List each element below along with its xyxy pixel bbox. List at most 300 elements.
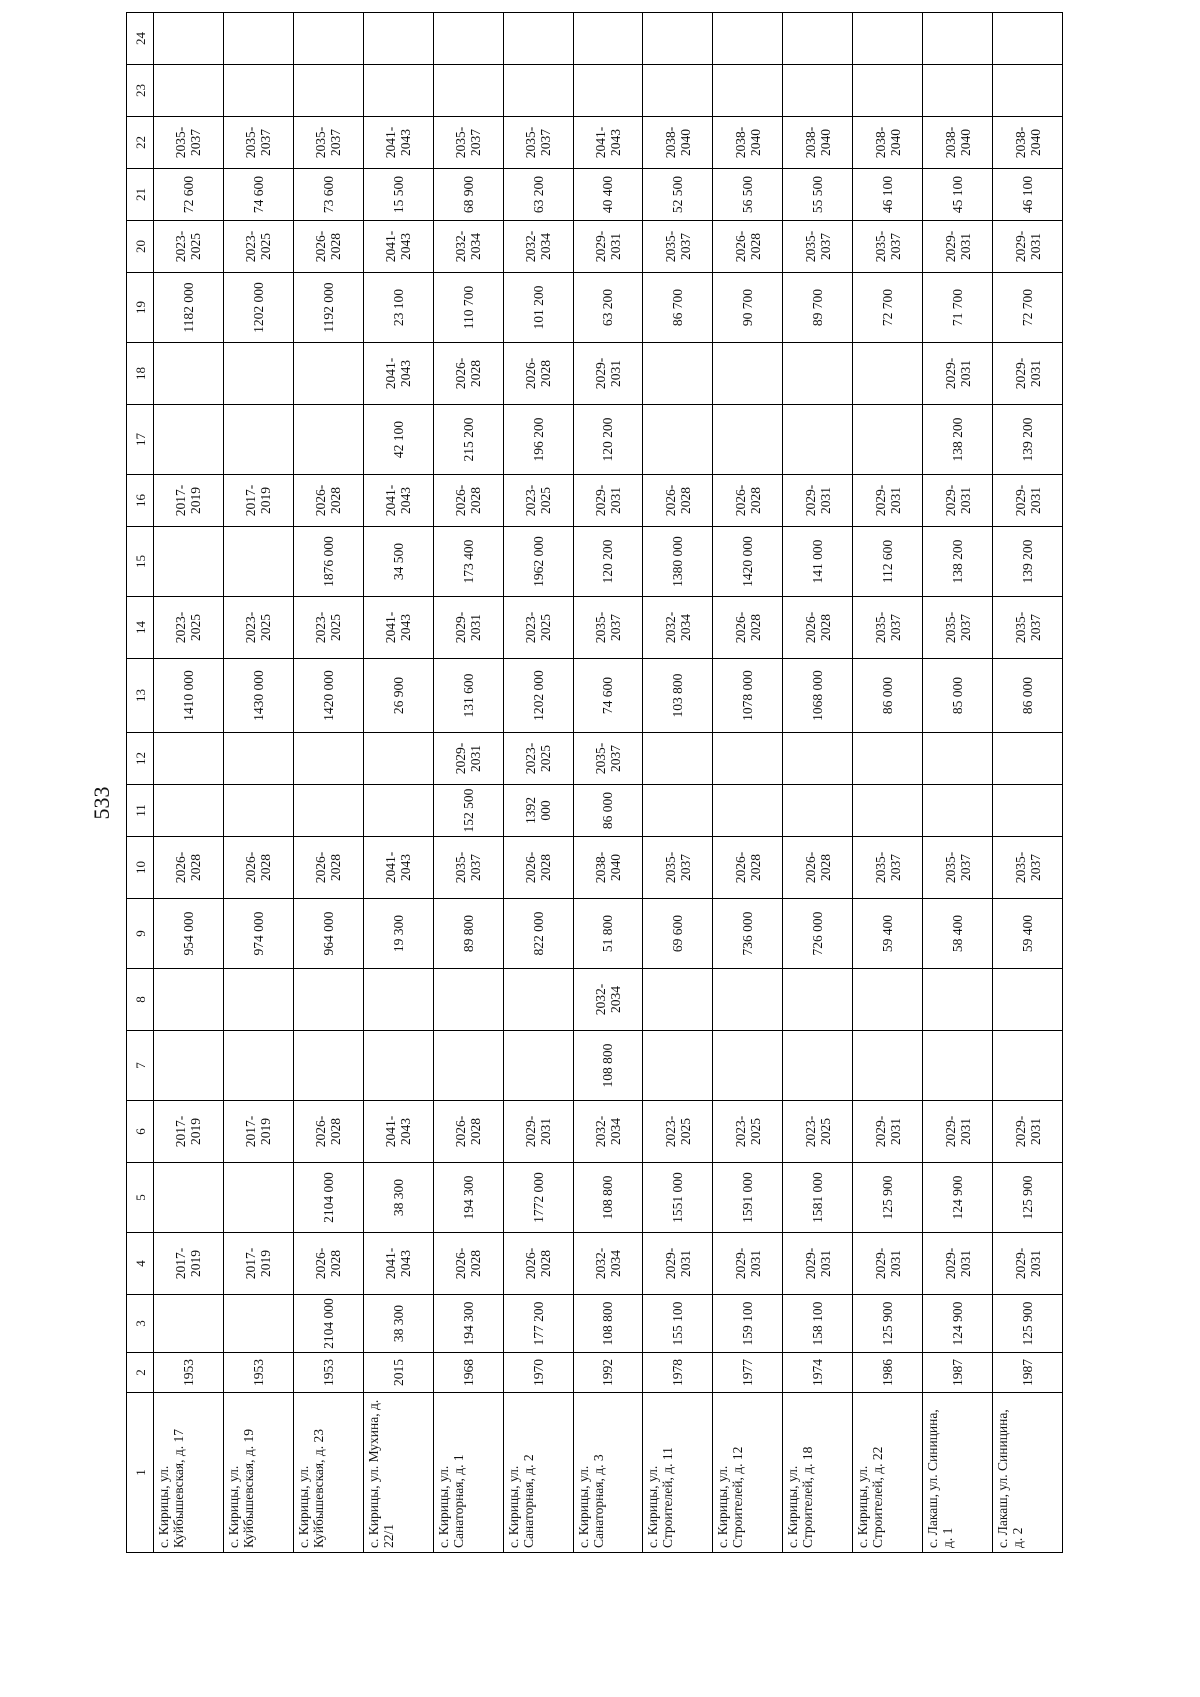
- table-cell: 2038-2040: [853, 117, 923, 169]
- table-cell: 1202 000: [223, 273, 293, 343]
- table-cell: 86 000: [993, 659, 1063, 733]
- table-cell: 2035-2037: [573, 733, 643, 785]
- table-cell: [923, 785, 993, 837]
- table-cell: 46 100: [993, 169, 1063, 221]
- address-cell: с. Кирицы, ул. Строителей, д. 11: [643, 1393, 713, 1553]
- table-cell: 2038-2040: [923, 117, 993, 169]
- table-cell: 2026-2028: [154, 837, 224, 899]
- table-cell: 2026-2028: [223, 837, 293, 899]
- table-cell: 86 700: [643, 273, 713, 343]
- table-cell: 2026-2028: [783, 837, 853, 899]
- table-cell: 2029-2031: [573, 343, 643, 405]
- table-cell: 139 200: [993, 527, 1063, 597]
- table-cell: 2035-2037: [293, 117, 363, 169]
- column-number-cell: 2: [127, 1353, 154, 1393]
- table-cell: 2035-2037: [643, 221, 713, 273]
- table-cell: 2029-2031: [923, 1101, 993, 1163]
- table-cell: [783, 65, 853, 117]
- table-cell: [293, 1031, 363, 1101]
- table-cell: [993, 969, 1063, 1031]
- table-cell: 155 100: [643, 1295, 713, 1353]
- table-cell: 2035-2037: [433, 837, 503, 899]
- table-cell: [783, 343, 853, 405]
- table-cell: [363, 733, 433, 785]
- table-cell: 1392 000: [503, 785, 573, 837]
- table-cell: 42 100: [363, 405, 433, 475]
- table-cell: 125 900: [853, 1163, 923, 1233]
- address-cell: с. Кирицы, ул. Строителей, д. 12: [713, 1393, 783, 1553]
- table-cell: 72 700: [853, 273, 923, 343]
- table-cell: 196 200: [503, 405, 573, 475]
- table-cell: 2038-2040: [783, 117, 853, 169]
- table-cell: 2029-2031: [573, 221, 643, 273]
- table-cell: [363, 785, 433, 837]
- table-cell: [713, 1031, 783, 1101]
- table-cell: 2023-2025: [713, 1101, 783, 1163]
- table-cell: 2029-2031: [783, 475, 853, 527]
- table-cell: 52 500: [643, 169, 713, 221]
- table-cell: 2023-2025: [503, 475, 573, 527]
- table-cell: 120 200: [573, 405, 643, 475]
- table-cell: 139 200: [993, 405, 1063, 475]
- table-cell: 1380 000: [643, 527, 713, 597]
- table-cell: 1978: [643, 1353, 713, 1393]
- table-cell: 2038-2040: [993, 117, 1063, 169]
- table-cell: 2017-2019: [223, 1233, 293, 1295]
- column-number-row: [127, 13, 154, 1553]
- table-cell: 2029-2031: [993, 221, 1063, 273]
- table-cell: 1986: [853, 1353, 923, 1393]
- table-cell: 2017-2019: [223, 1101, 293, 1163]
- table-cell: 125 900: [993, 1295, 1063, 1353]
- table-cell: 2029-2031: [433, 733, 503, 785]
- table-cell: [223, 733, 293, 785]
- table-cell: [154, 1295, 224, 1353]
- column-number-cell: 24: [127, 13, 154, 65]
- table-cell: 59 400: [853, 899, 923, 969]
- table-cell: 2029-2031: [783, 1233, 853, 1295]
- table-cell: 68 900: [433, 169, 503, 221]
- table-cell: 2041-2043: [363, 1233, 433, 1295]
- table-cell: 2029-2031: [573, 475, 643, 527]
- column-number-cell: 22: [127, 117, 154, 169]
- address-cell: с. Кирицы, ул. Санаторная, д. 3: [573, 1393, 643, 1553]
- table-cell: [853, 733, 923, 785]
- column-number-cell: 18: [127, 343, 154, 405]
- table-cell: [993, 65, 1063, 117]
- table-cell: 726 000: [783, 899, 853, 969]
- column-number-cell: 19: [127, 273, 154, 343]
- table-cell: 1078 000: [713, 659, 783, 733]
- table-cell: 2029-2031: [713, 1233, 783, 1295]
- column-number-cell: 11: [127, 785, 154, 837]
- table-cell: 101 200: [503, 273, 573, 343]
- table-row: [433, 13, 503, 1553]
- table-cell: 2023-2025: [223, 221, 293, 273]
- table-cell: 2026-2028: [503, 1233, 573, 1295]
- table-cell: [293, 969, 363, 1031]
- table-cell: 2026-2028: [293, 221, 363, 273]
- table-cell: [223, 527, 293, 597]
- table-cell: [783, 1031, 853, 1101]
- table-cell: 1987: [923, 1353, 993, 1393]
- table-cell: 2035-2037: [154, 117, 224, 169]
- table-cell: 58 400: [923, 899, 993, 969]
- address-cell: с. Кирицы, ул. Куйбышевская, д. 23: [293, 1393, 363, 1553]
- table-cell: 73 600: [293, 169, 363, 221]
- table-cell: [223, 405, 293, 475]
- column-number-cell: 8: [127, 969, 154, 1031]
- table-cell: 138 200: [923, 527, 993, 597]
- address-cell: с. Кирицы, ул. Мухина, д. 22/1: [363, 1393, 433, 1553]
- table-cell: 2026-2028: [293, 837, 363, 899]
- table-cell: 56 500: [713, 169, 783, 221]
- table-cell: [643, 343, 713, 405]
- table-cell: [643, 13, 713, 65]
- table-cell: [154, 527, 224, 597]
- table-cell: 2026-2028: [713, 837, 783, 899]
- address-cell: с. Кирицы, ул. Куйбышевская, д. 17: [154, 1393, 224, 1553]
- table-cell: 38 300: [363, 1295, 433, 1353]
- table-cell: [293, 65, 363, 117]
- table-cell: [783, 733, 853, 785]
- table-cell: [154, 343, 224, 405]
- column-number-cell: 1: [127, 1393, 154, 1553]
- column-number-cell: 23: [127, 65, 154, 117]
- table-cell: 59 400: [993, 899, 1063, 969]
- table-cell: 2032-2034: [433, 221, 503, 273]
- table-cell: [713, 785, 783, 837]
- table-cell: 2017-2019: [154, 1233, 224, 1295]
- table-cell: 2026-2028: [713, 597, 783, 659]
- table-cell: 2032-2034: [643, 597, 713, 659]
- table-cell: [503, 65, 573, 117]
- address-cell: с. Кирицы, ул. Строителей, д. 22: [853, 1393, 923, 1553]
- table-cell: [293, 405, 363, 475]
- table-cell: [223, 785, 293, 837]
- address-cell: с. Лакаш, ул. Синицина, д. 2: [993, 1393, 1063, 1553]
- table-cell: 2017-2019: [154, 1101, 224, 1163]
- table-cell: [713, 65, 783, 117]
- table-row: [643, 13, 713, 1553]
- table-cell: [923, 969, 993, 1031]
- table-cell: [154, 785, 224, 837]
- address-cell: с. Кирицы, ул. Куйбышевская, д. 19: [223, 1393, 293, 1553]
- table-cell: [223, 343, 293, 405]
- table-cell: 1202 000: [503, 659, 573, 733]
- table-cell: [154, 13, 224, 65]
- table-cell: 2104 000: [293, 1295, 363, 1353]
- table-cell: 2029-2031: [993, 343, 1063, 405]
- column-number-cell: 16: [127, 475, 154, 527]
- table-cell: 1591 000: [713, 1163, 783, 1233]
- table-cell: 120 200: [573, 527, 643, 597]
- table-cell: 2029-2031: [923, 1233, 993, 1295]
- table-cell: 2023-2025: [154, 221, 224, 273]
- table-cell: [923, 13, 993, 65]
- column-number-cell: 6: [127, 1101, 154, 1163]
- column-number-cell: 17: [127, 405, 154, 475]
- table-cell: 2026-2028: [713, 221, 783, 273]
- table-cell: 177 200: [503, 1295, 573, 1353]
- table-cell: [643, 65, 713, 117]
- table-cell: 2041-2043: [363, 1101, 433, 1163]
- table-cell: 125 900: [993, 1163, 1063, 1233]
- table-cell: 2026-2028: [293, 1101, 363, 1163]
- table-cell: [713, 733, 783, 785]
- table-cell: [363, 65, 433, 117]
- table-cell: 103 800: [643, 659, 713, 733]
- table-cell: 2035-2037: [783, 221, 853, 273]
- table-cell: [713, 343, 783, 405]
- table-cell: [853, 343, 923, 405]
- table-cell: [853, 13, 923, 65]
- table-cell: 45 100: [923, 169, 993, 221]
- table-cell: [154, 405, 224, 475]
- rotated-table-container: [126, 32, 1063, 1553]
- table-cell: 110 700: [433, 273, 503, 343]
- table-cell: 2026-2028: [293, 1233, 363, 1295]
- column-number-cell: 14: [127, 597, 154, 659]
- table-cell: 2038-2040: [573, 837, 643, 899]
- table-cell: 86 000: [573, 785, 643, 837]
- table-cell: [293, 785, 363, 837]
- table-cell: [154, 1163, 224, 1233]
- table-cell: 2029-2031: [853, 475, 923, 527]
- table-cell: 86 000: [853, 659, 923, 733]
- table-cell: [853, 1031, 923, 1101]
- table-cell: 736 000: [713, 899, 783, 969]
- table-cell: [154, 733, 224, 785]
- table-cell: [223, 1163, 293, 1233]
- table-cell: 34 500: [363, 527, 433, 597]
- table-cell: [223, 1031, 293, 1101]
- table-cell: 2035-2037: [643, 837, 713, 899]
- table-cell: [573, 65, 643, 117]
- table-cell: 1410 000: [154, 659, 224, 733]
- table-cell: 2041-2043: [573, 117, 643, 169]
- table-cell: [293, 13, 363, 65]
- column-number-cell: 9: [127, 899, 154, 969]
- table-cell: 2038-2040: [643, 117, 713, 169]
- table-cell: 89 700: [783, 273, 853, 343]
- table-cell: 2026-2028: [433, 1233, 503, 1295]
- table-cell: 46 100: [853, 169, 923, 221]
- table-cell: 40 400: [573, 169, 643, 221]
- column-number-cell: 12: [127, 733, 154, 785]
- table-cell: 72 600: [154, 169, 224, 221]
- table-cell: 2035-2037: [853, 221, 923, 273]
- table-cell: 2023-2025: [293, 597, 363, 659]
- table-cell: 1968: [433, 1353, 503, 1393]
- table-cell: 2041-2043: [363, 597, 433, 659]
- table-cell: 2029-2031: [993, 1233, 1063, 1295]
- table-cell: 1977: [713, 1353, 783, 1393]
- table-cell: 141 000: [783, 527, 853, 597]
- table-cell: 26 900: [363, 659, 433, 733]
- table-cell: [713, 13, 783, 65]
- table-cell: 2035-2037: [993, 597, 1063, 659]
- table-row: [783, 13, 853, 1553]
- table-cell: [853, 785, 923, 837]
- table-cell: 1430 000: [223, 659, 293, 733]
- table-cell: 131 600: [433, 659, 503, 733]
- table-cell: 15 500: [363, 169, 433, 221]
- table-cell: [923, 65, 993, 117]
- column-number-cell: 13: [127, 659, 154, 733]
- table-cell: [713, 969, 783, 1031]
- table-cell: 1772 000: [503, 1163, 573, 1233]
- table-cell: 159 100: [713, 1295, 783, 1353]
- table-cell: 1551 000: [643, 1163, 713, 1233]
- table-cell: [363, 13, 433, 65]
- table-row: [363, 13, 433, 1553]
- table-cell: [503, 13, 573, 65]
- table-cell: [503, 969, 573, 1031]
- table-cell: 194 300: [433, 1295, 503, 1353]
- table-cell: 124 900: [923, 1163, 993, 1233]
- table-cell: 2023-2025: [503, 733, 573, 785]
- address-cell: с. Кирицы, ул. Санаторная, д. 2: [503, 1393, 573, 1553]
- table-cell: [503, 1031, 573, 1101]
- table-cell: 124 900: [923, 1295, 993, 1353]
- table-cell: 1068 000: [783, 659, 853, 733]
- table-cell: 215 200: [433, 405, 503, 475]
- table-cell: 2032-2034: [573, 1101, 643, 1163]
- table-cell: 2035-2037: [573, 597, 643, 659]
- table-cell: 2026-2028: [643, 475, 713, 527]
- table-cell: 2035-2037: [853, 597, 923, 659]
- table-cell: 63 200: [503, 169, 573, 221]
- table-cell: 2041-2043: [363, 837, 433, 899]
- table-cell: [433, 969, 503, 1031]
- table-cell: [783, 785, 853, 837]
- table-cell: 1420 000: [293, 659, 363, 733]
- table-cell: 954 000: [154, 899, 224, 969]
- table-cell: 2023-2025: [643, 1101, 713, 1163]
- table-cell: 2026-2028: [293, 475, 363, 527]
- table-row: [223, 13, 293, 1553]
- table-cell: 158 100: [783, 1295, 853, 1353]
- table-cell: [573, 13, 643, 65]
- table-row: [853, 13, 923, 1553]
- table-cell: 2035-2037: [223, 117, 293, 169]
- repair-schedule-table: [126, 12, 1063, 1553]
- table-cell: 2023-2025: [783, 1101, 853, 1163]
- table-cell: 74 600: [573, 659, 643, 733]
- table-cell: 69 600: [643, 899, 713, 969]
- table-cell: [853, 405, 923, 475]
- table-row: [293, 13, 363, 1553]
- table-cell: [993, 13, 1063, 65]
- table-cell: 2029-2031: [853, 1233, 923, 1295]
- table-cell: 2026-2028: [503, 343, 573, 405]
- column-number-cell: 21: [127, 169, 154, 221]
- table-cell: 1987: [993, 1353, 1063, 1393]
- table-cell: 71 700: [923, 273, 993, 343]
- table-cell: [643, 405, 713, 475]
- table-cell: 2104 000: [293, 1163, 363, 1233]
- table-cell: [293, 343, 363, 405]
- table-cell: [993, 733, 1063, 785]
- table-cell: 2035-2037: [923, 837, 993, 899]
- table-cell: [433, 1031, 503, 1101]
- table-cell: [783, 969, 853, 1031]
- table-cell: 2023-2025: [503, 597, 573, 659]
- table-cell: [713, 405, 783, 475]
- table-cell: 90 700: [713, 273, 783, 343]
- column-number-cell: 3: [127, 1295, 154, 1353]
- table-cell: 2035-2037: [433, 117, 503, 169]
- table-cell: 2032-2034: [503, 221, 573, 273]
- table-cell: 152 500: [433, 785, 503, 837]
- table-cell: 1182 000: [154, 273, 224, 343]
- table-cell: 1581 000: [783, 1163, 853, 1233]
- table-cell: 2026-2028: [433, 475, 503, 527]
- table-cell: [433, 65, 503, 117]
- table-cell: [433, 13, 503, 65]
- table-cell: 173 400: [433, 527, 503, 597]
- table-cell: [223, 65, 293, 117]
- table-cell: [223, 13, 293, 65]
- table-cell: 2038-2040: [713, 117, 783, 169]
- table-cell: [643, 969, 713, 1031]
- table-cell: 2041-2043: [363, 475, 433, 527]
- table-cell: [154, 65, 224, 117]
- table-cell: 1970: [503, 1353, 573, 1393]
- table-cell: 2032-2034: [573, 1233, 643, 1295]
- table-cell: [993, 1031, 1063, 1101]
- table-cell: [154, 969, 224, 1031]
- table-cell: 1953: [293, 1353, 363, 1393]
- column-number-cell: 10: [127, 837, 154, 899]
- table-cell: 89 800: [433, 899, 503, 969]
- table-cell: [923, 733, 993, 785]
- table-cell: 85 000: [923, 659, 993, 733]
- column-number-cell: 15: [127, 527, 154, 597]
- table-cell: [783, 405, 853, 475]
- table-cell: [643, 733, 713, 785]
- table-cell: 2026-2028: [433, 1101, 503, 1163]
- table-cell: 2029-2031: [643, 1233, 713, 1295]
- table-cell: 1992: [573, 1353, 643, 1393]
- table-cell: 74 600: [223, 169, 293, 221]
- address-cell: с. Кирицы, ул. Санаторная, д. 1: [433, 1393, 503, 1553]
- table-cell: 2029-2031: [923, 475, 993, 527]
- table-cell: 2029-2031: [433, 597, 503, 659]
- table-row: [713, 13, 783, 1553]
- table-cell: 2041-2043: [363, 117, 433, 169]
- table-cell: 19 300: [363, 899, 433, 969]
- table-cell: 2026-2028: [503, 837, 573, 899]
- table-cell: 2015: [363, 1353, 433, 1393]
- page-number: 533: [89, 786, 114, 820]
- table-cell: [853, 969, 923, 1031]
- column-number-cell: 4: [127, 1233, 154, 1295]
- table-cell: 1876 000: [293, 527, 363, 597]
- table-cell: 2041-2043: [363, 221, 433, 273]
- table-cell: 974 000: [223, 899, 293, 969]
- table-cell: 2023-2025: [154, 597, 224, 659]
- address-cell: с. Лакаш, ул. Синицина, д. 1: [923, 1393, 993, 1553]
- column-number-cell: 20: [127, 221, 154, 273]
- table-cell: 2035-2037: [923, 597, 993, 659]
- table-cell: [223, 969, 293, 1031]
- address-cell: с. Кирицы, ул. Строителей, д. 18: [783, 1393, 853, 1553]
- table-cell: [293, 733, 363, 785]
- table-cell: 1420 000: [713, 527, 783, 597]
- table-cell: [154, 1031, 224, 1101]
